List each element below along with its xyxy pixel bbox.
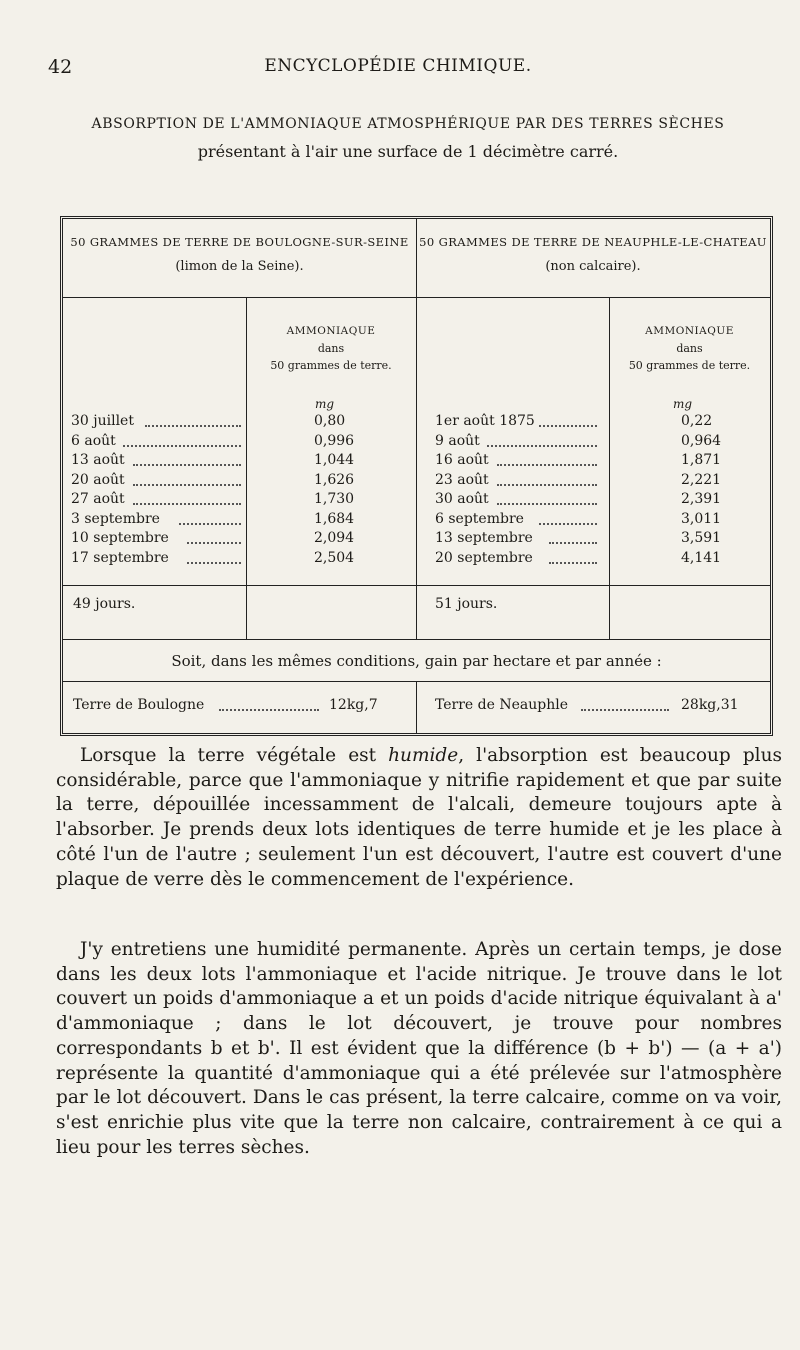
table-row: 13 septembre 3,591 bbox=[435, 530, 722, 546]
table-row: 27 août 1,730 bbox=[71, 491, 355, 507]
summary-line: Soit, dans les mêmes conditions, gain par hectare et par année : bbox=[171, 652, 662, 670]
table-row: 30 août 2,391 bbox=[435, 491, 722, 507]
right-rows bbox=[435, 413, 765, 573]
left-column-heading: 50 GRAMMES DE TERRE DE BOULOGNE-SUR-SEINE (limon de la Seine). bbox=[70, 235, 409, 274]
right-column-heading: 50 GRAMMES DE TERRE DE NEAUPHLE-LE-CHATEAU (non calcaire). bbox=[419, 235, 767, 274]
table-row: 30 juillet 0,80 bbox=[71, 413, 346, 429]
column-divider bbox=[416, 219, 417, 639]
table-row: 23 août 2,221 bbox=[435, 471, 722, 488]
absorption-table bbox=[60, 216, 773, 736]
table-row: 6 septembre 3,011 bbox=[435, 510, 722, 527]
table-row: 17 septembre 2,504 bbox=[71, 549, 355, 566]
running-title: ENCYCLOPÉDIE CHIMIQUE. bbox=[264, 56, 532, 76]
table-row: 20 septembre 4,141 bbox=[435, 549, 722, 566]
right-total-rule bbox=[416, 585, 770, 586]
page-number: 42 bbox=[48, 56, 73, 78]
heading-rule bbox=[63, 297, 770, 298]
right-total: 51 jours. bbox=[435, 596, 498, 612]
left-value-heading: AMMONIAQUE dans 50 grammes de terre. bbox=[270, 325, 392, 372]
table-row: 6 août 0,996 bbox=[71, 432, 355, 449]
left-unit: mg bbox=[315, 397, 335, 411]
right-value-heading: AMMONIAQUE dans 50 grammes de terre. bbox=[628, 325, 751, 372]
table-row: 1er août 1875 0,22 bbox=[435, 413, 713, 429]
left-rows bbox=[71, 413, 411, 573]
left-total: 49 jours. bbox=[73, 596, 136, 612]
table-row: 13 août 1,044 bbox=[71, 452, 355, 468]
final-right: Terre de Neauphle 28kg,31 bbox=[435, 697, 739, 713]
right-unit: mg bbox=[673, 397, 693, 411]
table-row: 20 août 1,626 bbox=[71, 471, 355, 488]
page-header bbox=[48, 56, 748, 82]
paragraph-1: Lorsque la terre végétale est humide, l'absorption est beaucoup plus considérable, parce que l'ammoniaque y nitrifie rapidement et que par suite la terre, dépouillée incessamment de l'alcali, demeure toujours apte à l'absorber. Je prends deux lots identiques de terre humide et je les place à côté l'un de l'autre ; seulement l'un est découvert, l'autre est couvert d'une plaque de verre dès le commencement de l'expérience. bbox=[56, 745, 782, 890]
table-row: 9 août 0,964 bbox=[435, 432, 722, 449]
final-divider bbox=[416, 681, 417, 733]
paragraph-2: J'y entretiens une humidité permanente. Après un certain temps, je dose dans les deux lots l'ammoniaque et l'acide nitrique. Je trouve dans le lot couvert un poids d'ammoniaque a et un poids d'acide nitrique équivalant à a' d'ammoniaque ; dans le lot découvert, je trouve pour nombres correspondants b et b'. Il est évident que la différence (b + b') — (a + a') représente la quantité d'ammoniaque qui a été prélevée sur l'atmosphère par le lot découvert. Dans le cas présent, la terre calcaire, comme on va voir, s'est enrichie plus vite que la terre non calcaire, contrairement à ce qui a lieu pour les terres sèches. bbox=[56, 939, 782, 1158]
table-row: 3 septembre 1,684 bbox=[71, 510, 355, 527]
table-title: ABSORPTION DE L'AMMONIAQUE ATMOSPHÉRIQUE PAR DES TERRES SÈCHES bbox=[91, 116, 725, 132]
summary-rule bbox=[63, 639, 770, 640]
left-total-rule bbox=[63, 585, 416, 586]
table-row: 16 août 1,871 bbox=[435, 452, 722, 468]
table-subtitle: présentant à l'air une surface de 1 décimètre carré. bbox=[197, 142, 619, 161]
final-left: Terre de Boulogne 12kg,7 bbox=[73, 697, 378, 713]
table-row: 10 septembre 2,094 bbox=[71, 530, 355, 546]
